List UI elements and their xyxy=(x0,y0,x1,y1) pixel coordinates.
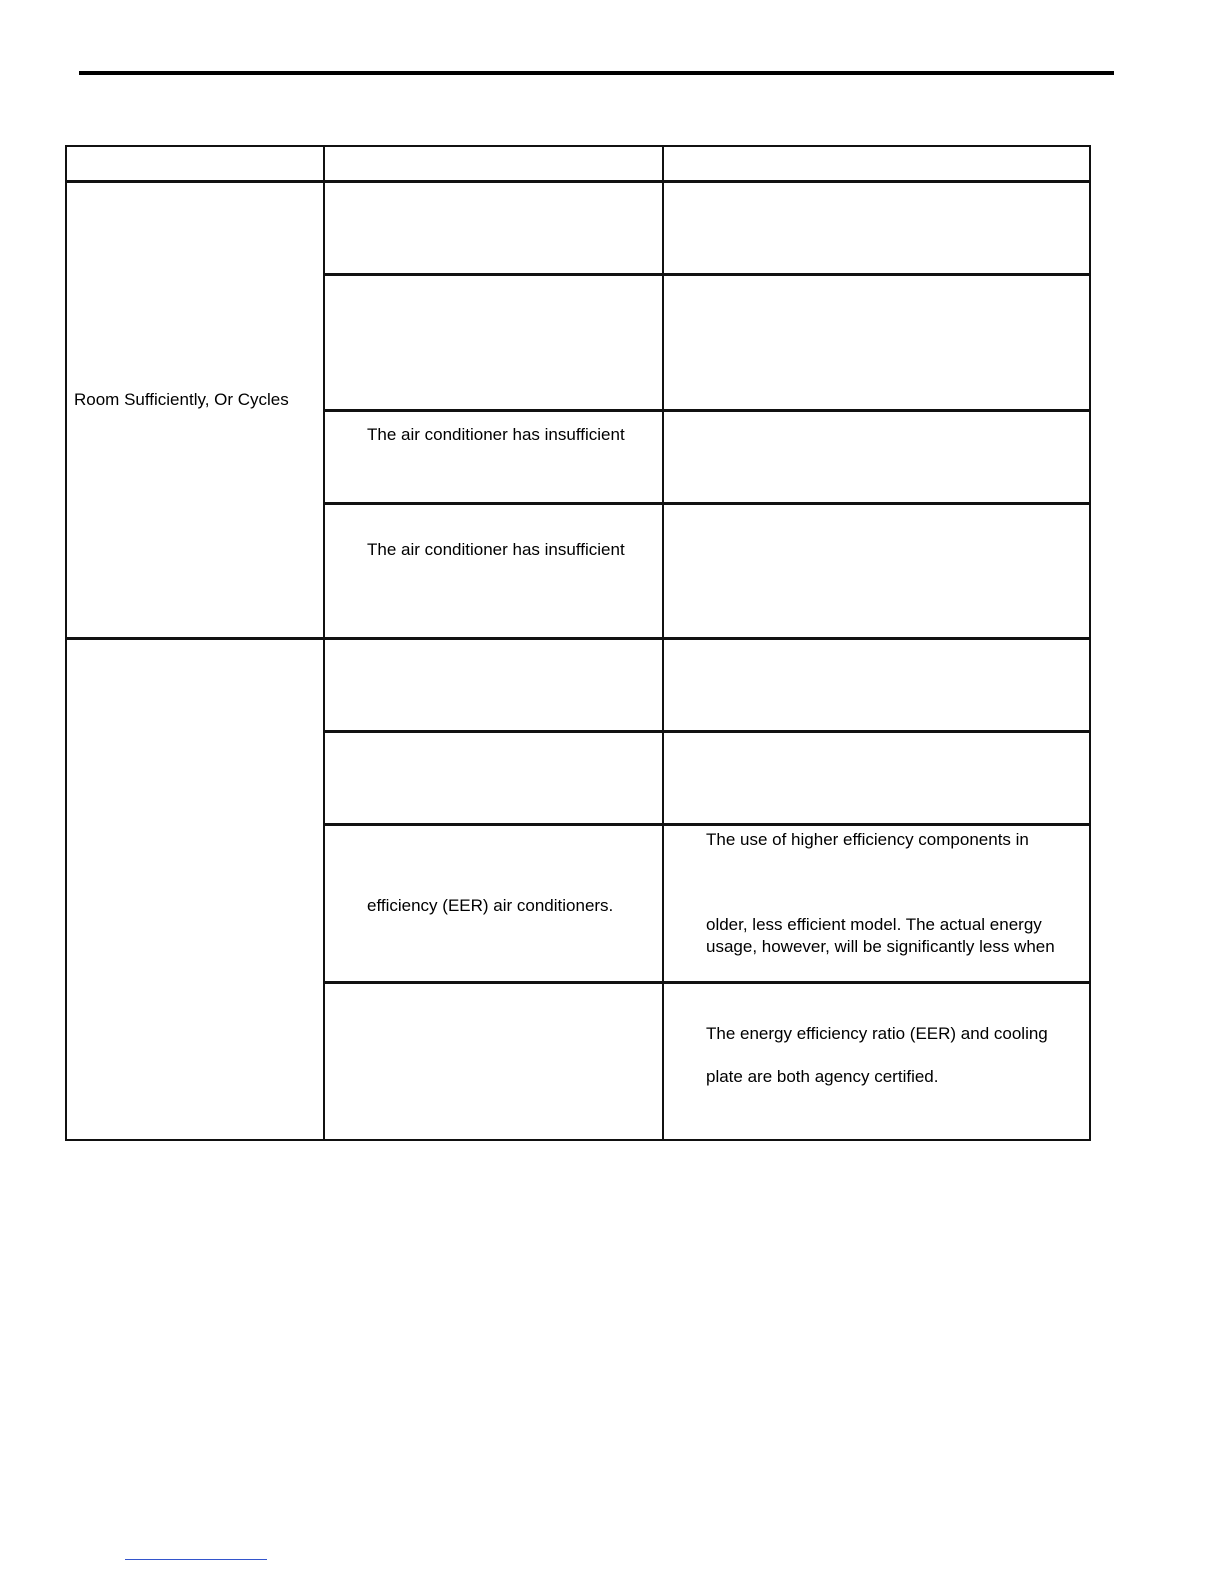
solution-text-eer-2: plate are both agency certified. xyxy=(706,1067,939,1086)
header-cell-cause xyxy=(323,145,664,183)
solution-text-higher-efficiency: The use of higher efficiency components in xyxy=(706,830,1029,849)
problem-cell-2 xyxy=(65,637,325,1141)
solution-text-older-2: usage, however, will be significantly less when xyxy=(706,937,1055,956)
solution-cell-1 xyxy=(662,180,1091,276)
solution-cell-4 xyxy=(662,502,1091,640)
cause-text-insufficient-1: The air conditioner has insufficient xyxy=(367,425,625,444)
solution-cell-5 xyxy=(662,637,1091,733)
solution-text-eer-1: The energy efficiency ratio (EER) and cooling xyxy=(706,1024,1048,1043)
cause-text-insufficient-2: The air conditioner has insufficient xyxy=(367,540,625,559)
cause-cell-4 xyxy=(323,502,664,640)
footer-link-underline[interactable] xyxy=(125,1559,267,1560)
solution-cell-2 xyxy=(662,273,1091,412)
solution-text-older-1: older, less efficient model. The actual energy xyxy=(706,915,1042,934)
cause-cell-6 xyxy=(323,730,664,826)
solution-cell-6 xyxy=(662,730,1091,826)
cause-cell-8 xyxy=(323,981,664,1141)
solution-cell-3 xyxy=(662,409,1091,505)
problem-label-room: Room Sufficiently, Or Cycles xyxy=(74,390,289,409)
header-cell-solution xyxy=(662,145,1091,183)
cause-text-efficiency: efficiency (EER) air conditioners. xyxy=(367,896,614,915)
cause-cell-2 xyxy=(323,273,664,412)
cause-cell-1 xyxy=(323,180,664,276)
cause-cell-5 xyxy=(323,637,664,733)
solution-cell-8 xyxy=(662,981,1091,1141)
header-cell-problem xyxy=(65,145,325,183)
